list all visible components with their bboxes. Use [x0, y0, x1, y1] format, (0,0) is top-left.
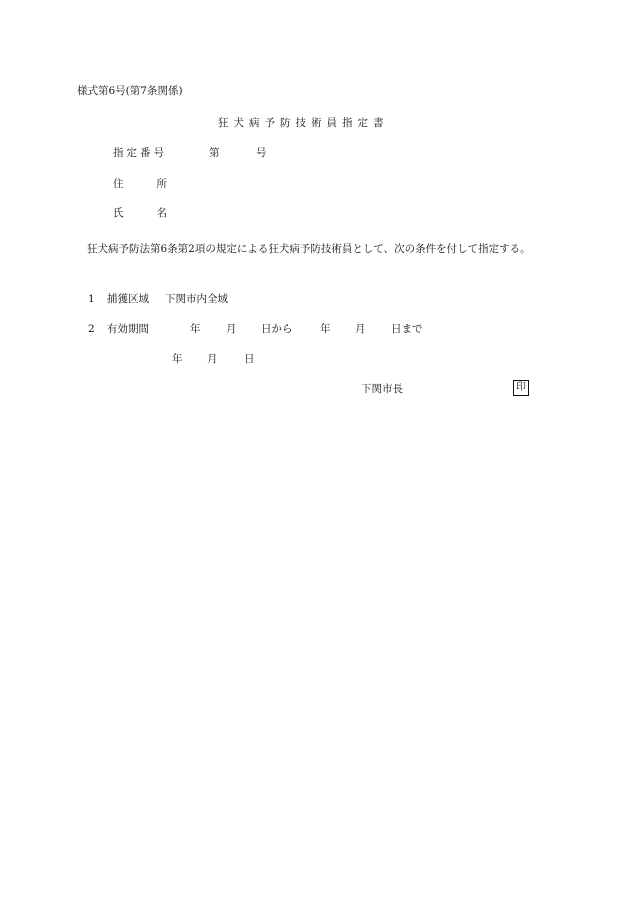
issue-year-unit: 年	[172, 353, 183, 365]
document-title: 狂犬病予防技術員指定書	[218, 117, 389, 129]
condition-number: 1	[88, 293, 95, 305]
capture-area-value: 下関市内全域	[165, 293, 228, 305]
condition-label: 捕獲区域	[107, 293, 149, 305]
designation-statement: 狂犬病予防法第6条第2項の規定による狂犬病予防技術員として、次の条件を付して指定する。	[87, 243, 531, 255]
to-day-unit: 日まで	[391, 323, 423, 335]
to-year-unit: 年	[320, 323, 331, 335]
name-label: 氏名	[113, 207, 200, 219]
issuer-title: 下関市長	[361, 383, 403, 395]
form-number-label: 様式第6号(第7条関係)	[77, 85, 183, 97]
seal-stamp-box: 印	[513, 380, 529, 396]
to-month-unit: 月	[355, 323, 366, 335]
condition-number: 2	[88, 323, 95, 335]
issue-month-unit: 月	[207, 353, 218, 365]
designation-number-prefix: 第	[209, 147, 220, 159]
condition-label: 有効期間	[107, 323, 149, 335]
address-label: 住所	[113, 178, 200, 190]
from-month-unit: 月	[226, 323, 237, 335]
from-year-unit: 年	[190, 323, 201, 335]
issue-day-unit: 日	[244, 353, 255, 365]
from-day-unit: 日から	[261, 323, 293, 335]
designation-number-label: 指定番号	[113, 147, 167, 159]
designation-number-suffix: 号	[256, 147, 267, 159]
